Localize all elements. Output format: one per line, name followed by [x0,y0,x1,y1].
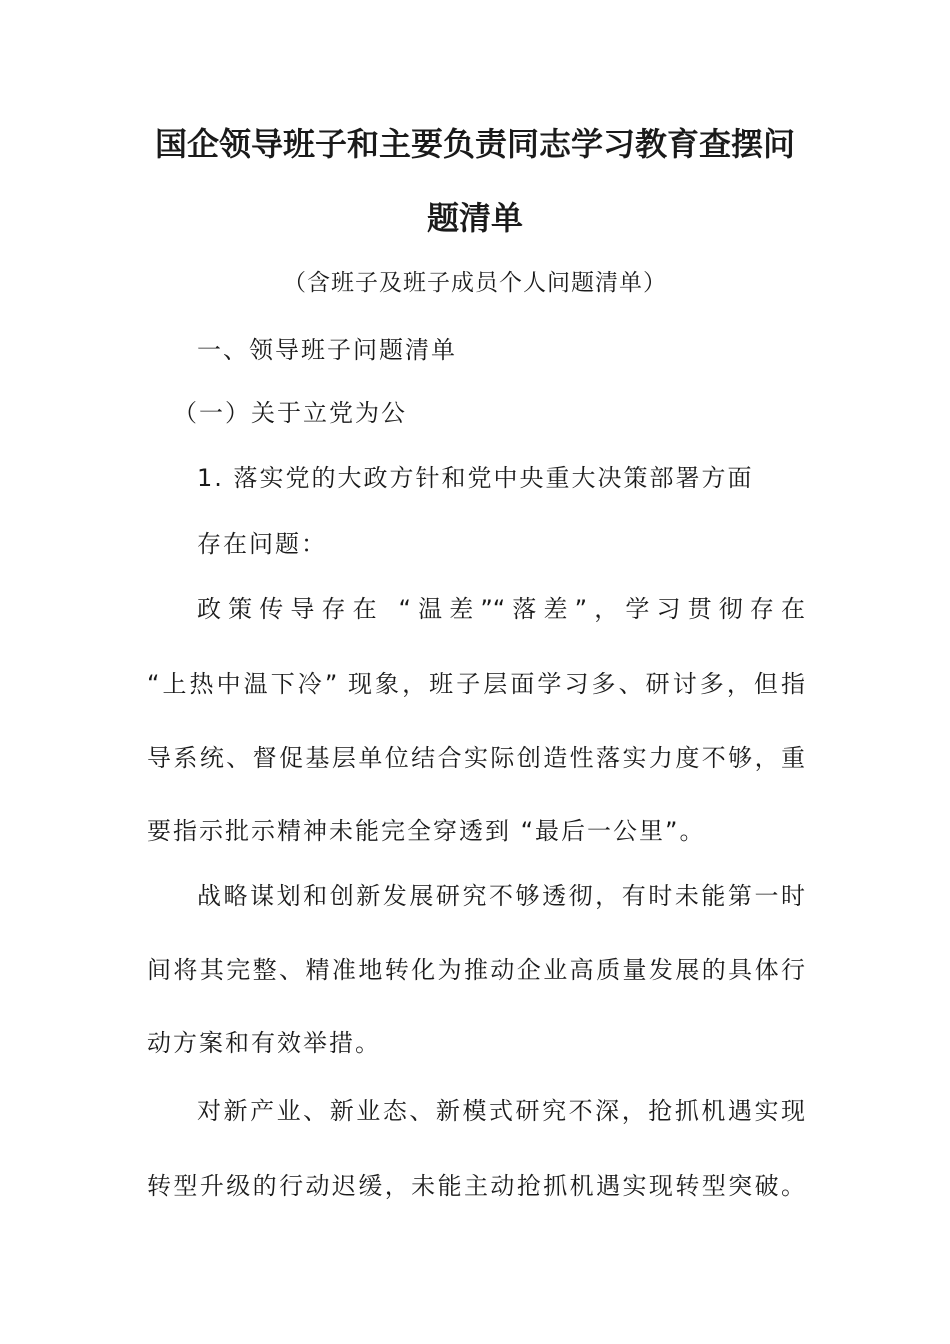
document-subtitle: （含班子及班子成员个人问题清单） [283,270,667,296]
paragraph-2-line: 动方案和有效举措。 [147,1029,381,1057]
issues-label: 存在问题： [197,530,327,558]
paragraph-2-line: 战略谋划和创新发展研究不够透彻，有时未能第一时 [197,882,805,910]
item-heading: 1. 落实党的大政方针和党中央重大决策部署方面 [197,464,754,492]
document-title-line-1: 国企领导班子和主要负责同志学习教育查摆问 [154,125,795,163]
paragraph-3-line: 转型升级的行动迟缓，未能主动抢抓机遇实现转型突破。 [147,1172,805,1200]
paragraph-1-line: 导系统、督促基层单位结合实际创造性落实力度不够，重 [147,744,805,772]
section-heading: 一、领导班子问题清单 [197,336,457,364]
paragraph-2-line: 间将其完整、精准地转化为推动企业高质量发展的具体行 [147,956,805,984]
document-title-line-2: 题清单 [426,199,523,237]
paragraph-1-line: “上热中温下冷” 现象，班子层面学习多、研讨多，但指 [147,670,805,698]
subsection-heading: （一）关于立党为公 [173,399,407,427]
paragraph-3-line: 对新产业、新业态、新模式研究不深，抢抓机遇实现 [197,1097,805,1125]
paragraph-1-line: 政策传导存在 “温差”“落差”，学习贯彻存在 [197,595,805,623]
paragraph-1-line: 要指示批示精神未能完全穿透到 “最后一公里”。 [147,817,706,845]
